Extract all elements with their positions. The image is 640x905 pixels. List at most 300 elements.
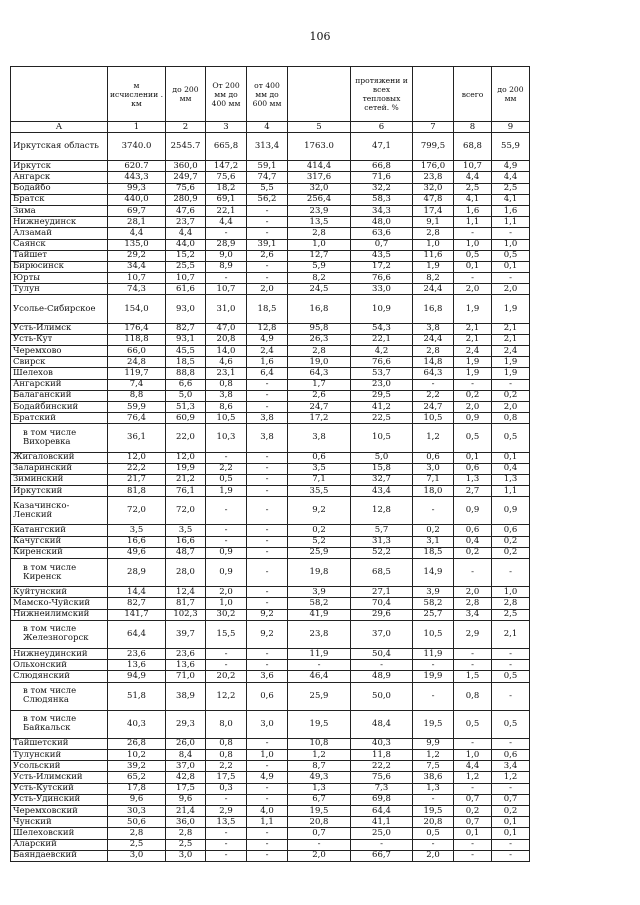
value-cell: 9,9	[413, 738, 454, 749]
value-cell: 11,9	[288, 648, 351, 659]
value-cell: 39,1	[247, 239, 288, 250]
value-cell: 23,6	[108, 648, 166, 659]
value-cell: -	[413, 794, 454, 805]
index-cell: 6	[351, 122, 413, 133]
value-cell: 24,7	[413, 401, 454, 412]
value-cell: 4,9	[492, 161, 530, 172]
value-cell: 48,4	[351, 710, 413, 738]
value-cell: 29,5	[351, 390, 413, 401]
value-cell: 1,2	[288, 750, 351, 761]
value-cell: 61,6	[166, 284, 206, 295]
value-cell: 0,9	[206, 547, 247, 558]
value-cell: 3,4	[454, 609, 492, 620]
value-cell: 55,9	[492, 133, 530, 161]
value-cell: 9,1	[413, 217, 454, 228]
table-row	[11, 620, 530, 648]
value-cell: 1,5	[454, 671, 492, 682]
value-cell: 0,8	[206, 379, 247, 390]
value-cell: 4,4	[206, 217, 247, 228]
value-cell: 26,3	[288, 334, 351, 345]
value-cell: -	[454, 559, 492, 587]
value-cell: 66,8	[351, 161, 413, 172]
value-cell: 48,7	[166, 547, 206, 558]
value-cell: 10,5	[351, 424, 413, 452]
value-cell: 94,9	[108, 671, 166, 682]
value-cell: 0,5	[492, 671, 530, 682]
value-cell: 3,8	[413, 323, 454, 334]
value-cell: 1,1	[247, 817, 288, 828]
value-cell: 2,0	[413, 850, 454, 861]
value-cell: -	[247, 452, 288, 463]
value-cell: 9,0	[206, 250, 247, 261]
value-cell: 0,1	[492, 452, 530, 463]
value-cell: 25,9	[288, 547, 351, 558]
value-cell: 0,9	[454, 497, 492, 525]
table-row	[11, 413, 530, 424]
value-cell: 1,3	[288, 783, 351, 794]
value-cell: 0,2	[492, 547, 530, 558]
value-cell: 0,5	[492, 424, 530, 452]
value-cell: 2,5	[492, 609, 530, 620]
value-cell: 2,5	[492, 183, 530, 194]
value-cell: 17,5	[206, 772, 247, 783]
value-cell: -	[247, 587, 288, 598]
value-cell: 3,0	[413, 463, 454, 474]
row-name-cell: Зиминский	[11, 474, 108, 485]
value-cell: 19,9	[166, 463, 206, 474]
row-name-cell: Жигаловский	[11, 452, 108, 463]
value-cell: 20,8	[413, 817, 454, 828]
value-cell: 23,8	[288, 620, 351, 648]
value-cell: 54,3	[351, 323, 413, 334]
value-cell: 14,9	[413, 559, 454, 587]
value-cell: 2,8	[166, 828, 206, 839]
value-cell: 0,5	[492, 250, 530, 261]
value-cell: 0,2	[288, 525, 351, 536]
value-cell: 2,1	[492, 620, 530, 648]
value-cell: 28,9	[206, 239, 247, 250]
value-cell: 32,7	[351, 474, 413, 485]
value-cell: -	[206, 648, 247, 659]
value-cell: 43,4	[351, 486, 413, 497]
value-cell: -	[247, 828, 288, 839]
value-cell: 2,4	[454, 346, 492, 357]
value-cell: 0,5	[413, 828, 454, 839]
value-cell: 2,0	[454, 284, 492, 295]
value-cell: 24,4	[413, 334, 454, 345]
row-name-cell: Чунский	[11, 817, 108, 828]
table-row	[11, 295, 530, 323]
value-cell: 44,0	[166, 239, 206, 250]
value-cell: 0,6	[492, 750, 530, 761]
value-cell: 72,0	[108, 497, 166, 525]
value-cell: 3,0	[108, 850, 166, 861]
value-cell: 2,9	[454, 620, 492, 648]
table-row	[11, 357, 530, 368]
table-row	[11, 239, 530, 250]
value-cell: 47,1	[351, 133, 413, 161]
value-cell: -	[247, 474, 288, 485]
value-cell: -	[492, 850, 530, 861]
header-cell	[288, 67, 351, 122]
value-cell: 8,0	[206, 710, 247, 738]
value-cell: -	[454, 648, 492, 659]
heat-networks-table	[10, 66, 530, 862]
value-cell: 23,6	[166, 648, 206, 659]
value-cell: 13,6	[108, 660, 166, 671]
value-cell: 0,5	[454, 710, 492, 738]
value-cell: 28,1	[108, 217, 166, 228]
value-cell: -	[247, 660, 288, 671]
value-cell: 1,0	[454, 239, 492, 250]
value-cell: 1,9	[492, 295, 530, 323]
value-cell: 25,7	[413, 609, 454, 620]
value-cell: 75,6	[166, 183, 206, 194]
row-name-cell: Черемховский	[11, 806, 108, 817]
value-cell: 26,0	[166, 738, 206, 749]
row-name-cell: Балаганский	[11, 390, 108, 401]
value-cell: 4,1	[492, 194, 530, 205]
value-cell: 29,3	[166, 710, 206, 738]
value-cell: 0,4	[454, 536, 492, 547]
value-cell: 88,8	[166, 368, 206, 379]
value-cell: 1,3	[492, 474, 530, 485]
value-cell: 1,0	[492, 587, 530, 598]
table-row	[11, 772, 530, 783]
value-cell: 3,9	[288, 587, 351, 598]
value-cell: 0,7	[492, 794, 530, 805]
value-cell: -	[247, 783, 288, 794]
value-cell: -	[492, 839, 530, 850]
value-cell: 1,9	[492, 368, 530, 379]
table-row	[11, 390, 530, 401]
row-name-cell: в том числе Вихоревка	[11, 424, 108, 452]
value-cell: 141,7	[108, 609, 166, 620]
value-cell: 2545.7	[166, 133, 206, 161]
value-cell: 40,3	[108, 710, 166, 738]
value-cell: 17,4	[413, 205, 454, 216]
value-cell: 3,9	[413, 587, 454, 598]
value-cell: 60,9	[166, 413, 206, 424]
value-cell: -	[247, 390, 288, 401]
value-cell: -	[247, 794, 288, 805]
row-name-cell: Усольский	[11, 761, 108, 772]
value-cell: 68,5	[351, 559, 413, 587]
value-cell: 16,8	[413, 295, 454, 323]
header-row	[11, 67, 530, 122]
table-row	[11, 273, 530, 284]
value-cell: 4,1	[454, 194, 492, 205]
value-cell: -	[288, 839, 351, 850]
table-row	[11, 850, 530, 861]
value-cell: 39,7	[166, 620, 206, 648]
row-name-cell: Куйтунский	[11, 587, 108, 598]
value-cell: 22,0	[166, 424, 206, 452]
value-cell: 0,2	[454, 390, 492, 401]
value-cell: 12,7	[288, 250, 351, 261]
value-cell: 10,7	[454, 161, 492, 172]
table-row	[11, 205, 530, 216]
table-row	[11, 598, 530, 609]
value-cell: -	[247, 761, 288, 772]
value-cell: 0,3	[206, 783, 247, 794]
value-cell: -	[247, 273, 288, 284]
value-cell: 6,4	[247, 368, 288, 379]
value-cell: -	[454, 738, 492, 749]
value-cell: 1763.0	[288, 133, 351, 161]
table-row	[11, 172, 530, 183]
row-name-cell: Усть-Кутский	[11, 783, 108, 794]
value-cell: 2,0	[247, 284, 288, 295]
value-cell: 18,5	[413, 547, 454, 558]
value-cell: 360,0	[166, 161, 206, 172]
value-cell: 25,0	[351, 828, 413, 839]
header-cell: протяжени и всех тепловых сетей. %	[351, 67, 413, 122]
row-name-cell: Мамско-Чуйский	[11, 598, 108, 609]
value-cell: 0,6	[247, 682, 288, 710]
header-cell	[413, 67, 454, 122]
value-cell: 118,8	[108, 334, 166, 345]
table-row	[11, 452, 530, 463]
value-cell: -	[247, 486, 288, 497]
value-cell: 2,5	[166, 839, 206, 850]
value-cell: 74,7	[247, 172, 288, 183]
value-cell: -	[413, 660, 454, 671]
value-cell: 799,5	[413, 133, 454, 161]
value-cell: 40,3	[351, 738, 413, 749]
row-name-cell: Иркутск	[11, 161, 108, 172]
value-cell: 1,9	[206, 486, 247, 497]
value-cell: 18,5	[166, 357, 206, 368]
row-name-cell: в том числе Железногорск	[11, 620, 108, 648]
value-cell: -	[492, 648, 530, 659]
value-cell: 3,0	[247, 710, 288, 738]
value-cell: 3,5	[166, 525, 206, 536]
value-cell: 41,2	[351, 401, 413, 412]
table-row	[11, 660, 530, 671]
value-cell: 45,5	[166, 346, 206, 357]
value-cell: 32,2	[351, 183, 413, 194]
value-cell: 7,3	[351, 783, 413, 794]
value-cell: 72,0	[166, 497, 206, 525]
table-row	[11, 547, 530, 558]
value-cell: 5,0	[166, 390, 206, 401]
page-number: 106	[309, 30, 331, 43]
value-cell: 0,7	[288, 828, 351, 839]
value-cell: 2,1	[454, 323, 492, 334]
value-cell: 75,6	[206, 172, 247, 183]
row-name-cell: в том числе Киренск	[11, 559, 108, 587]
value-cell: 48,0	[351, 217, 413, 228]
value-cell: 47,0	[206, 323, 247, 334]
value-cell: 1,0	[492, 239, 530, 250]
value-cell: 4,6	[206, 357, 247, 368]
value-cell: 22,2	[108, 463, 166, 474]
value-cell: 2,1	[454, 334, 492, 345]
table-row	[11, 738, 530, 749]
value-cell: 16,8	[288, 295, 351, 323]
value-cell: 1,2	[413, 424, 454, 452]
value-cell: 63,6	[351, 228, 413, 239]
value-cell: 29,6	[351, 609, 413, 620]
value-cell: 18,0	[413, 486, 454, 497]
value-cell: 50,0	[351, 682, 413, 710]
row-name-cell: Катангский	[11, 525, 108, 536]
row-name-cell: в том числе Байкальск	[11, 710, 108, 738]
value-cell: 0,5	[492, 710, 530, 738]
value-cell: 11,6	[413, 250, 454, 261]
value-cell: 8,2	[288, 273, 351, 284]
value-cell: 1,3	[413, 783, 454, 794]
value-cell: -	[206, 452, 247, 463]
value-cell: -	[454, 850, 492, 861]
index-cell: А	[11, 122, 108, 133]
value-cell: 22,2	[351, 761, 413, 772]
value-cell: 414,4	[288, 161, 351, 172]
value-cell: 20,2	[206, 671, 247, 682]
table-row	[11, 133, 530, 161]
value-cell: 154,0	[108, 295, 166, 323]
value-cell: -	[247, 497, 288, 525]
value-cell: 23,8	[413, 172, 454, 183]
value-cell: 102,3	[166, 609, 206, 620]
value-cell: -	[247, 401, 288, 412]
value-cell: 82,7	[166, 323, 206, 334]
value-cell: 17,5	[166, 783, 206, 794]
value-cell: 1,2	[413, 750, 454, 761]
value-cell: -	[247, 536, 288, 547]
value-cell: -	[454, 839, 492, 850]
value-cell: 81,8	[108, 486, 166, 497]
value-cell: 19,5	[288, 710, 351, 738]
value-cell: -	[351, 660, 413, 671]
value-cell: 8,4	[166, 750, 206, 761]
value-cell: 1,9	[454, 295, 492, 323]
row-name-cell: Тулун	[11, 284, 108, 295]
value-cell: 93,0	[166, 295, 206, 323]
value-cell: 3,8	[247, 413, 288, 424]
value-cell: 0,9	[454, 413, 492, 424]
value-cell: -	[288, 660, 351, 671]
value-cell: 36,1	[108, 424, 166, 452]
value-cell: 28,9	[108, 559, 166, 587]
value-cell: 1,6	[454, 205, 492, 216]
value-cell: 0,9	[492, 497, 530, 525]
value-cell: -	[206, 536, 247, 547]
value-cell: 3,5	[288, 463, 351, 474]
header-cell: всего	[454, 67, 492, 122]
value-cell: 1,9	[413, 261, 454, 272]
value-cell: 1,0	[288, 239, 351, 250]
value-cell: 33,0	[351, 284, 413, 295]
value-cell: 64,4	[108, 620, 166, 648]
value-cell: 22,1	[351, 334, 413, 345]
value-cell: 2,0	[206, 587, 247, 598]
value-cell: 2,8	[413, 228, 454, 239]
row-name-cell: Братск	[11, 194, 108, 205]
table-row	[11, 559, 530, 587]
value-cell: 19,5	[413, 806, 454, 817]
value-cell: 313,4	[247, 133, 288, 161]
value-cell: 18,5	[247, 295, 288, 323]
value-cell: 16,6	[108, 536, 166, 547]
value-cell: 47,8	[413, 194, 454, 205]
table-row	[11, 334, 530, 345]
table-row	[11, 183, 530, 194]
value-cell: -	[247, 217, 288, 228]
value-cell: 0,6	[492, 525, 530, 536]
value-cell: 280,9	[166, 194, 206, 205]
value-cell: 1,9	[454, 368, 492, 379]
value-cell: 76,6	[351, 357, 413, 368]
value-cell: 2,4	[492, 346, 530, 357]
value-cell: 15,8	[351, 463, 413, 474]
value-cell: 20,8	[288, 817, 351, 828]
value-cell: 8,6	[206, 401, 247, 412]
table-row	[11, 806, 530, 817]
value-cell: -	[206, 660, 247, 671]
header-cell: до 200 мм	[166, 67, 206, 122]
value-cell: 2,0	[492, 401, 530, 412]
value-cell: 1,1	[454, 217, 492, 228]
index-cell: 9	[492, 122, 530, 133]
row-name-cell: Братский	[11, 413, 108, 424]
value-cell: -	[247, 648, 288, 659]
value-cell: -	[454, 783, 492, 794]
table-row	[11, 261, 530, 272]
value-cell: 0,5	[206, 474, 247, 485]
value-cell: 32,0	[413, 183, 454, 194]
header-cell: м исчислении . км	[108, 67, 166, 122]
value-cell: 19,8	[288, 559, 351, 587]
value-cell: 11,8	[351, 750, 413, 761]
table-row	[11, 671, 530, 682]
value-cell: 2,8	[108, 828, 166, 839]
value-cell: 2,8	[288, 228, 351, 239]
value-cell: 2,5	[454, 183, 492, 194]
value-cell: 14,0	[206, 346, 247, 357]
value-cell: 10,7	[166, 273, 206, 284]
header-cell	[11, 67, 108, 122]
value-cell: 19,5	[288, 806, 351, 817]
row-name-cell: в том числе Слюдянка	[11, 682, 108, 710]
value-cell: -	[454, 273, 492, 284]
value-cell: 2,6	[247, 250, 288, 261]
value-cell: 6,7	[288, 794, 351, 805]
value-cell: -	[206, 273, 247, 284]
table-row	[11, 486, 530, 497]
row-name-cell: Бирюсинск	[11, 261, 108, 272]
value-cell: -	[492, 379, 530, 390]
value-cell: 17,2	[288, 413, 351, 424]
value-cell: 2,4	[247, 346, 288, 357]
value-cell: 0,1	[454, 261, 492, 272]
value-cell: 76,1	[166, 486, 206, 497]
table-row	[11, 839, 530, 850]
value-cell: 15,2	[166, 250, 206, 261]
row-name-cell: Нижнеудинский	[11, 648, 108, 659]
value-cell: 64,3	[413, 368, 454, 379]
row-name-cell: Качугский	[11, 536, 108, 547]
value-cell: 0,5	[454, 250, 492, 261]
value-cell: -	[413, 839, 454, 850]
value-cell: 81,7	[166, 598, 206, 609]
value-cell: 3,8	[247, 424, 288, 452]
value-cell: 15,5	[206, 620, 247, 648]
table-row	[11, 761, 530, 772]
value-cell: 2,8	[288, 346, 351, 357]
value-cell: -	[247, 205, 288, 216]
